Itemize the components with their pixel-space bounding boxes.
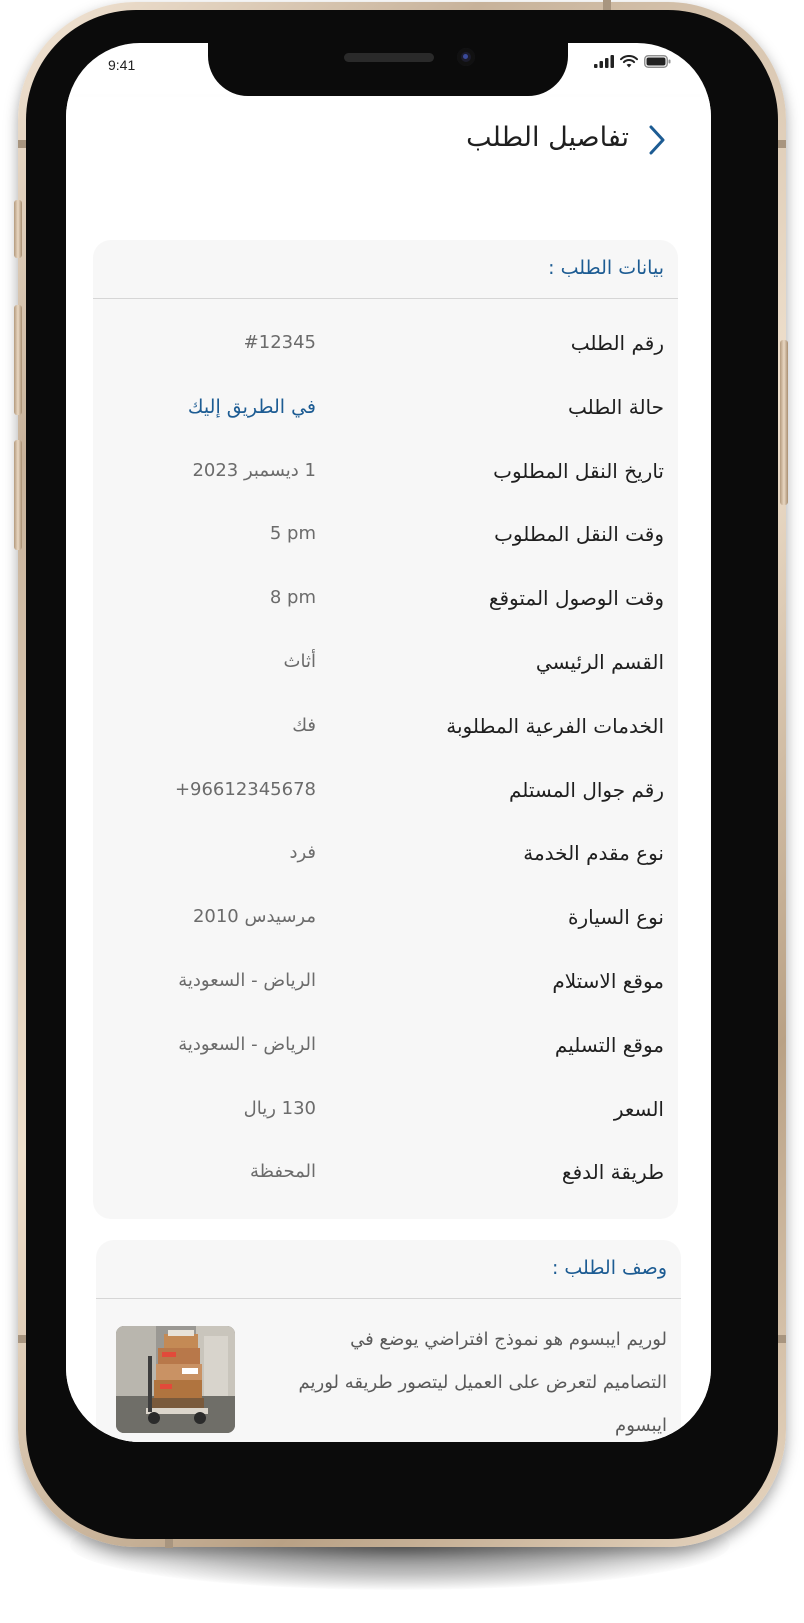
detail-label: رقم جوال المستلم — [508, 778, 664, 802]
volume-up-button — [14, 305, 22, 415]
detail-row — [93, 963, 678, 1003]
detail-value: +96612345678 — [174, 779, 316, 800]
detail-row — [93, 899, 678, 939]
detail-row — [93, 1027, 678, 1067]
order-image[interactable] — [116, 1326, 235, 1433]
signal-icon — [594, 55, 614, 68]
detail-row — [93, 580, 678, 620]
order-description-text: لوريم ايبسوم هو نموذج افتراضي يوضع في التصاميم لتعرض على العميل ليتصور طريقه لوريم ايبسوم — [298, 1329, 667, 1436]
front-camera — [457, 48, 475, 66]
detail-label: وقت النقل المطلوب — [494, 522, 664, 546]
detail-value: 130 ريال — [243, 1098, 316, 1119]
page-title: تفاصيل الطلب — [466, 122, 629, 153]
power-button — [780, 340, 788, 505]
detail-value: #12345 — [243, 332, 316, 353]
detail-value: مرسيدس 2010 — [192, 906, 316, 927]
status-value: في الطريق إليك — [187, 396, 316, 418]
detail-row — [93, 453, 678, 493]
order-details-card — [93, 240, 678, 1219]
chevron-right-icon — [641, 123, 671, 157]
boxes-on-hand-truck-photo — [116, 1326, 235, 1433]
order-description-card — [96, 1240, 681, 1442]
detail-label: موقع التسليم — [554, 1033, 664, 1057]
detail-label: القسم الرئيسي — [535, 650, 664, 674]
detail-row — [93, 835, 678, 875]
detail-value: 8 pm — [269, 587, 316, 608]
detail-label: نوع السيارة — [568, 905, 664, 929]
detail-value: فرد — [289, 842, 316, 863]
back-button[interactable] — [641, 123, 671, 157]
detail-row — [93, 516, 678, 556]
detail-row — [93, 772, 678, 812]
silent-switch — [14, 200, 22, 258]
detail-label: حالة الطلب — [568, 395, 664, 419]
order-details-title: بيانات الطلب : — [548, 257, 664, 279]
order-description-title: وصف الطلب : — [551, 1257, 667, 1279]
detail-row — [93, 389, 678, 429]
detail-value: أثاث — [283, 651, 316, 672]
wifi-icon — [620, 55, 638, 68]
detail-label: السعر — [613, 1097, 664, 1121]
detail-label: الخدمات الفرعية المطلوبة — [446, 714, 664, 738]
order-details-header — [93, 240, 678, 299]
detail-value: المحفظة — [249, 1161, 316, 1182]
status-time: 9:41 — [108, 57, 136, 73]
detail-value: فك — [292, 715, 316, 736]
detail-label: تاريخ النقل المطلوب — [493, 459, 664, 483]
detail-row — [93, 1154, 678, 1194]
detail-value: الرياض - السعودية — [178, 1034, 316, 1055]
detail-label: طريقة الدفع — [561, 1160, 664, 1184]
battery-icon — [644, 55, 671, 68]
order-description-header — [96, 1240, 681, 1299]
status-icons — [594, 55, 671, 68]
notch — [208, 43, 568, 96]
detail-row — [93, 325, 678, 365]
detail-label: موقع الاستلام — [552, 969, 664, 993]
detail-label: وقت الوصول المتوقع — [488, 586, 664, 610]
detail-value: 5 pm — [269, 523, 316, 544]
detail-row — [93, 708, 678, 748]
app-screen — [66, 43, 711, 1442]
detail-row — [93, 1091, 678, 1131]
detail-row — [93, 644, 678, 684]
detail-value: الرياض - السعودية — [178, 970, 316, 991]
detail-label: رقم الطلب — [570, 331, 664, 355]
detail-label: نوع مقدم الخدمة — [523, 841, 664, 865]
volume-down-button — [14, 440, 22, 550]
detail-value: 1 ديسمبر 2023 — [192, 460, 316, 481]
app-header — [66, 97, 711, 207]
speaker-grille — [344, 53, 434, 62]
